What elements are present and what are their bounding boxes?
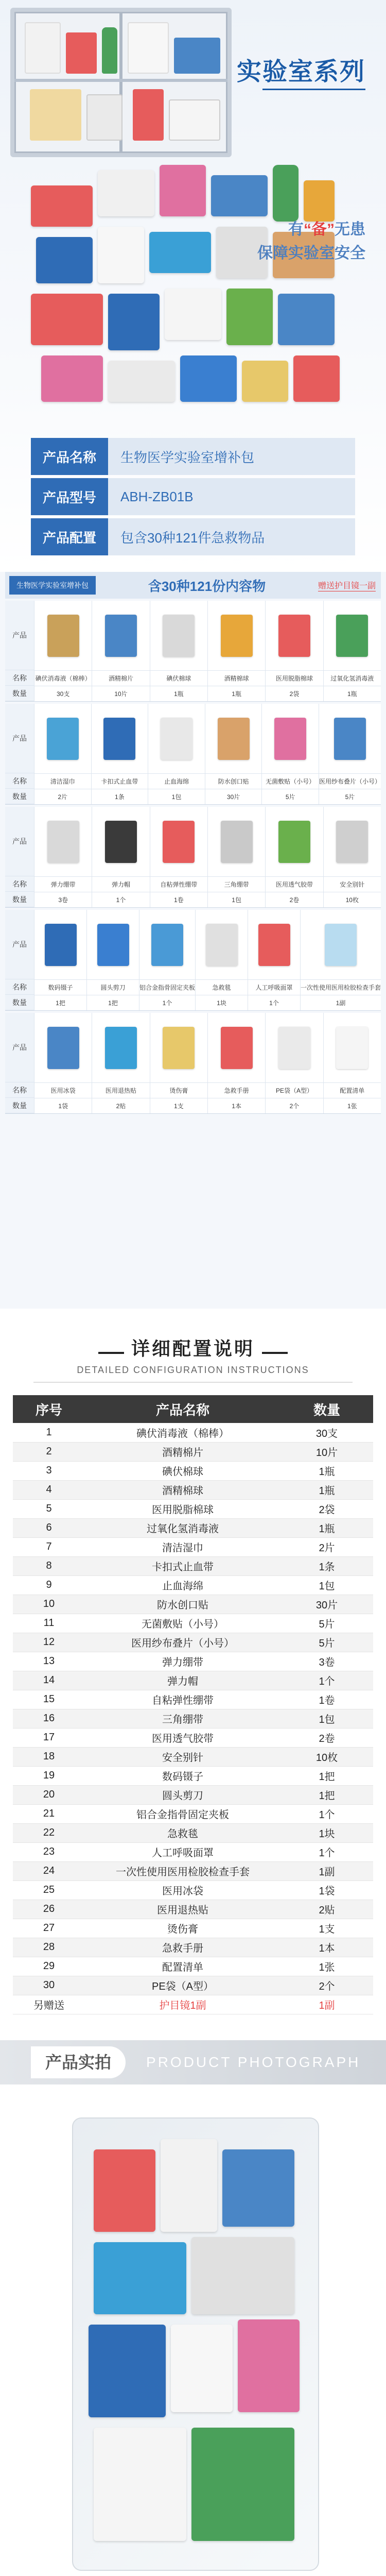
grid-row: [5, 704, 381, 805]
row-label: 产品: [5, 910, 34, 979]
product-qty: 10枚: [324, 892, 381, 907]
product-cell: [148, 704, 205, 804]
product-thumbnail: [278, 821, 310, 863]
row-product: 清洁湿巾: [85, 1537, 280, 1556]
row-label: 产品: [5, 601, 34, 670]
row-index: 9: [13, 1575, 85, 1595]
table-row: [13, 1900, 373, 1919]
row-index: 6: [13, 1518, 85, 1537]
product-qty: 1块: [196, 995, 248, 1010]
product-name: 烫伤膏: [150, 1082, 207, 1098]
row-product: 医用脱脂棉球: [85, 1499, 280, 1518]
contents-header: [5, 572, 381, 599]
product-name: 酒精棉球: [208, 670, 265, 686]
table-row: [13, 1785, 373, 1804]
row-product: 止血海绵: [85, 1575, 280, 1595]
product-name: 数码镊子: [34, 979, 86, 995]
product-name: 急救毯: [196, 979, 248, 995]
product-name: 弹力帽: [92, 876, 149, 892]
product-thumbnail: [325, 924, 357, 966]
product-name: 医用透气胶带: [266, 876, 323, 892]
row-product: 一次性使用医用检胶检查手套: [85, 1861, 280, 1880]
product-cell: [34, 601, 92, 701]
medicine-cabinet-image: [10, 8, 232, 157]
product-qty: 1张: [324, 1098, 381, 1113]
grid-row: [5, 910, 381, 1011]
contents-summary: 含30种121份内容物: [148, 578, 266, 594]
row-index: 12: [13, 1633, 85, 1652]
product-qty: 1袋: [34, 1098, 92, 1113]
row-labels: [5, 1013, 34, 1113]
product-thumbnail: [163, 1027, 195, 1069]
product-thumbnail: [105, 821, 137, 863]
table-row: [13, 1614, 373, 1633]
table-row: [13, 1633, 373, 1652]
product-qty: 1个: [248, 995, 300, 1010]
product-name: 防水创口贴: [205, 773, 262, 789]
product-cell: [265, 601, 323, 701]
row-product: 安全别针: [85, 1747, 280, 1766]
row-label: 名称: [5, 773, 34, 789]
product-thumbnail: [45, 924, 77, 966]
product-cell: [86, 910, 139, 1010]
row-index: 18: [13, 1747, 85, 1766]
row-product: 自粘弹性绷带: [85, 1690, 280, 1709]
hero-section: [0, 0, 386, 572]
row-qty: 30片: [280, 1595, 373, 1614]
row-qty: 1瓶: [280, 1480, 373, 1499]
table-row: [13, 1423, 373, 1442]
row-index: 28: [13, 1938, 85, 1957]
table-row: [13, 1880, 373, 1900]
product-thumbnail: [161, 718, 192, 760]
product-qty: 1支: [150, 1098, 207, 1113]
row-qty: 1支: [280, 1919, 373, 1938]
product-name: 无菌敷贴（小号）: [262, 773, 319, 789]
contents-grid-section: [0, 572, 386, 1309]
row-product: 医用冰袋: [85, 1880, 280, 1900]
hero-title: 实验室系列: [236, 58, 365, 86]
product-cell: [91, 704, 148, 804]
product-cell: [265, 807, 323, 907]
product-name: 圆头剪刀: [87, 979, 139, 995]
product-cell: [92, 1013, 149, 1113]
product-name: PE袋（A型）: [266, 1082, 323, 1098]
product-thumbnail: [221, 615, 253, 657]
table-row: [13, 1747, 373, 1766]
product-bag-photo: [72, 2117, 319, 2571]
table-row: [13, 1842, 373, 1861]
kit-name-tag: 生物医学实验室增补包: [9, 576, 96, 595]
product-name: 弹力绷带: [34, 876, 92, 892]
product-qty: 1把: [87, 995, 139, 1010]
row-index: 15: [13, 1690, 85, 1709]
row-qty: 1包: [280, 1709, 373, 1728]
table-row: [13, 1957, 373, 1976]
row-index: 27: [13, 1919, 85, 1938]
product-cell: [207, 1013, 265, 1113]
col-header-name: 产品名称: [85, 1395, 280, 1423]
row-labels: [5, 807, 34, 907]
row-index: 30: [13, 1976, 85, 1995]
product-thumbnail: [258, 924, 290, 966]
product-qty: 10片: [92, 686, 149, 701]
row-index: 20: [13, 1785, 85, 1804]
product-thumbnail: [47, 615, 79, 657]
product-cell: [150, 1013, 207, 1113]
row-qty: 10片: [280, 1442, 373, 1461]
product-qty: 30支: [34, 686, 92, 701]
row-product: 医用透气胶带: [85, 1728, 280, 1747]
product-thumbnail: [274, 718, 306, 760]
row-product: 急救毯: [85, 1823, 280, 1842]
photo-subtitle: PRODUCT PHOTOGRAPH: [146, 2054, 361, 2070]
row-labels: [5, 704, 34, 804]
product-thumbnail: [278, 1027, 310, 1069]
table-row-gift: [13, 1995, 373, 2014]
product-thumbnail: [47, 1027, 79, 1069]
row-product: 防水创口贴: [85, 1595, 280, 1614]
product-name: 过氧化氢消毒液: [324, 670, 381, 686]
row-qty: 1把: [280, 1785, 373, 1804]
product-thumbnail: [105, 615, 137, 657]
photo-header: [0, 2040, 386, 2084]
row-index: 22: [13, 1823, 85, 1842]
product-thumbnail: [163, 615, 195, 657]
product-qty: 1把: [34, 995, 86, 1010]
table-row: [13, 1442, 373, 1461]
product-cell: [34, 807, 92, 907]
row-labels: [5, 601, 34, 701]
gift-note: 赠送护目镜一副: [318, 579, 376, 591]
row-product: 烫伤膏: [85, 1919, 280, 1938]
product-name: 急救手册: [208, 1082, 265, 1098]
row-index: 24: [13, 1861, 85, 1880]
product-qty: 1瓶: [208, 686, 265, 701]
row-qty: 1袋: [280, 1880, 373, 1900]
row-product: 弹力绷带: [85, 1652, 280, 1671]
row-index: 23: [13, 1842, 85, 1861]
row-label: 产品: [5, 807, 34, 876]
product-name: 医用纱布叠片（小号）: [319, 773, 381, 789]
row-qty: 1包: [280, 1575, 373, 1595]
table-row: [13, 1652, 373, 1671]
product-name: 自粘弹性绷带: [150, 876, 207, 892]
product-qty: 2个: [266, 1098, 323, 1113]
product-name: 酒精棉片: [92, 670, 149, 686]
product-qty: 1副: [301, 995, 381, 1010]
product-qty: 5片: [319, 789, 381, 804]
row-product: 数码镊子: [85, 1766, 280, 1785]
product-thumbnail: [105, 1027, 137, 1069]
row-qty: 1瓶: [280, 1518, 373, 1537]
row-qty: 5片: [280, 1633, 373, 1652]
table-row: [13, 1480, 373, 1499]
config-table: [13, 1395, 373, 2014]
row-product: 过氧化氢消毒液: [85, 1518, 280, 1537]
row-index: 3: [13, 1461, 85, 1480]
product-name: 卡扣式止血带: [92, 773, 148, 789]
product-name: 人工呼吸面罩: [248, 979, 300, 995]
table-row: [13, 1537, 373, 1556]
row-qty: 1副: [280, 1861, 373, 1880]
product-cell: [34, 1013, 92, 1113]
product-cell: [34, 910, 86, 1010]
hero-title-underline: [262, 89, 365, 90]
product-name: 医用脱脂棉球: [266, 670, 323, 686]
product-cell: [34, 704, 91, 804]
row-label: 产品: [5, 1013, 34, 1082]
row-qty: 1条: [280, 1556, 373, 1575]
product-cell: [92, 601, 149, 701]
row-product: 铝合金指骨固定夹板: [85, 1804, 280, 1823]
row-label: 名称: [5, 876, 34, 892]
table-row: [13, 1728, 373, 1747]
product-thumbnail: [163, 821, 195, 863]
product-qty: 2卷: [266, 892, 323, 907]
config-subtitle: DETAILED CONFIGURATION INSTRUCTIONS: [77, 1365, 309, 1375]
row-label: 数量: [5, 686, 34, 701]
product-name: 碘伏棉球: [150, 670, 207, 686]
grid-row: [5, 601, 381, 702]
table-row: [13, 1919, 373, 1938]
product-thumbnail: [221, 1027, 253, 1069]
product-name: 安全别针: [324, 876, 381, 892]
row-qty: 1个: [280, 1804, 373, 1823]
product-name: 一次性使用医用检胶检查手套: [301, 979, 381, 995]
product-qty: 1包: [208, 892, 265, 907]
row-qty: 1瓶: [280, 1461, 373, 1480]
product-cell: [261, 704, 319, 804]
row-label: 名称: [5, 979, 34, 995]
product-qty: 2贴: [92, 1098, 149, 1113]
product-qty: 1卷: [150, 892, 207, 907]
row-qty: 3卷: [280, 1652, 373, 1671]
photo-section: [0, 2040, 386, 2576]
row-label: 名称: [5, 1082, 34, 1098]
product-qty: 1条: [92, 789, 148, 804]
row-index: 19: [13, 1766, 85, 1785]
product-thumbnail: [334, 718, 366, 760]
product-thumbnail: [103, 718, 135, 760]
row-index: 4: [13, 1480, 85, 1499]
row-index: 17: [13, 1728, 85, 1747]
gift-label: 另赠送: [13, 1995, 85, 2014]
row-qty: 10枚: [280, 1747, 373, 1766]
product-qty: 1个: [92, 892, 149, 907]
product-cell: [195, 910, 248, 1010]
row-qty: 2片: [280, 1537, 373, 1556]
row-label: 名称: [5, 670, 34, 686]
product-thumbnail: [336, 821, 368, 863]
contents-grid: [5, 601, 381, 1114]
product-thumbnail: [151, 924, 183, 966]
product-name: 铝合金指骨固定夹板: [139, 979, 195, 995]
product-thumbnail: [336, 1027, 368, 1069]
config-title-block: [0, 1334, 386, 1383]
row-product: 酒精棉球: [85, 1480, 280, 1499]
row-qty: 1把: [280, 1766, 373, 1785]
table-row: [13, 1556, 373, 1575]
product-cell: [207, 807, 265, 907]
row-product: 人工呼吸面罩: [85, 1842, 280, 1861]
row-qty: 5片: [280, 1614, 373, 1633]
product-cell: [207, 601, 265, 701]
table-row: [13, 1690, 373, 1709]
table-row: [13, 1804, 373, 1823]
grid-row: [5, 1013, 381, 1114]
product-cell: [205, 704, 262, 804]
product-thumbnail: [47, 718, 79, 760]
row-labels: [5, 910, 34, 1010]
row-product: 无菌敷贴（小号）: [85, 1614, 280, 1633]
row-index: 7: [13, 1537, 85, 1556]
row-qty: 1个: [280, 1842, 373, 1861]
table-row: [13, 1976, 373, 1995]
row-qty: 1块: [280, 1823, 373, 1842]
product-name: 三角绷带: [208, 876, 265, 892]
row-product: PE袋（A型）: [85, 1976, 280, 1995]
product-cell: [300, 910, 381, 1010]
row-product: 圆头剪刀: [85, 1785, 280, 1804]
row-index: 25: [13, 1880, 85, 1900]
product-qty: 2片: [34, 789, 91, 804]
table-row: [13, 1823, 373, 1842]
kit-contents-spread-image: [31, 165, 350, 412]
table-row: [13, 1595, 373, 1614]
row-index: 10: [13, 1595, 85, 1614]
product-cell: [323, 601, 381, 701]
table-row: [13, 1861, 373, 1880]
product-cell: [248, 910, 300, 1010]
product-cell: [92, 807, 149, 907]
row-index: 16: [13, 1709, 85, 1728]
product-cell: [150, 807, 207, 907]
row-product: 卡扣式止血带: [85, 1556, 280, 1575]
product-qty: 1瓶: [324, 686, 381, 701]
product-qty: 1本: [208, 1098, 265, 1113]
row-product: 配置清单: [85, 1957, 280, 1976]
row-index: 8: [13, 1556, 85, 1575]
product-qty: 30片: [205, 789, 262, 804]
product-thumbnail: [97, 924, 129, 966]
row-qty: 2个: [280, 1976, 373, 1995]
photo-title: 产品实拍: [31, 2046, 126, 2078]
product-thumbnail: [221, 821, 253, 863]
row-qty: 1卷: [280, 1690, 373, 1709]
product-qty: 1包: [148, 789, 205, 804]
table-row: [13, 1938, 373, 1957]
product-cell: [139, 910, 195, 1010]
product-name: 清洁湿巾: [34, 773, 91, 789]
info-row-config: 产品配置 包含30种121件急救物品: [31, 518, 355, 555]
table-row: [13, 1461, 373, 1480]
product-thumbnail: [336, 615, 368, 657]
row-label: 产品: [5, 704, 34, 773]
config-section: [0, 1309, 386, 2014]
product-name: 碘伏消毒液（棉棒）: [34, 670, 92, 686]
row-product: 弹力帽: [85, 1671, 280, 1690]
product-name: 医用冰袋: [34, 1082, 92, 1098]
gift-qty: 1副: [280, 1995, 373, 2014]
product-thumbnail: [218, 718, 250, 760]
table-row: [13, 1499, 373, 1518]
table-row: [13, 1766, 373, 1785]
row-label: 数量: [5, 995, 34, 1010]
row-index: 14: [13, 1671, 85, 1690]
product-name: 配置清单: [324, 1082, 381, 1098]
product-qty: 3卷: [34, 892, 92, 907]
row-qty: 2贴: [280, 1900, 373, 1919]
product-cell: [150, 601, 207, 701]
product-info-table: [31, 438, 355, 558]
row-label: 数量: [5, 892, 34, 907]
product-name: 止血海绵: [148, 773, 205, 789]
row-qty: 1张: [280, 1957, 373, 1976]
row-product: 酒精棉片: [85, 1442, 280, 1461]
product-cell: [265, 1013, 323, 1113]
row-qty: 30支: [280, 1423, 373, 1442]
row-product: 医用纱布叠片（小号）: [85, 1633, 280, 1652]
table-row: [13, 1709, 373, 1728]
product-qty: 5片: [262, 789, 319, 804]
row-index: 13: [13, 1652, 85, 1671]
row-product: 碘伏消毒液（棉棒）: [85, 1423, 280, 1442]
grid-row: [5, 807, 381, 908]
config-title: 详细配置说明: [131, 1338, 255, 1359]
row-label: 数量: [5, 789, 34, 804]
row-index: 29: [13, 1957, 85, 1976]
product-cell: [323, 1013, 381, 1113]
row-product: 碘伏棉球: [85, 1461, 280, 1480]
table-row: [13, 1671, 373, 1690]
row-label: 数量: [5, 1098, 34, 1113]
hero-slogan-1: 有“备”无患: [288, 221, 365, 238]
row-qty: 1本: [280, 1938, 373, 1957]
product-name: 医用退热贴: [92, 1082, 149, 1098]
row-product: 三角绷带: [85, 1709, 280, 1728]
product-qty: 1个: [139, 995, 195, 1010]
hero-slogan-2: 保障实验室安全: [257, 245, 365, 262]
product-thumbnail: [278, 615, 310, 657]
table-row: [13, 1518, 373, 1537]
product-qty: 2袋: [266, 686, 323, 701]
product-thumbnail: [47, 821, 79, 863]
table-row: [13, 1575, 373, 1595]
col-header-index: 序号: [13, 1395, 85, 1423]
product-thumbnail: [206, 924, 238, 966]
info-row-model: 产品型号 ABH-ZB01B: [31, 478, 355, 515]
info-row-name: 产品名称 生物医学实验室增补包: [31, 438, 355, 475]
row-product: 医用退热贴: [85, 1900, 280, 1919]
col-header-qty: 数量: [280, 1395, 373, 1423]
row-product: 急救手册: [85, 1938, 280, 1957]
row-index: 26: [13, 1900, 85, 1919]
product-qty: 1瓶: [150, 686, 207, 701]
product-cell: [323, 807, 381, 907]
row-index: 1: [13, 1423, 85, 1442]
product-cell: [319, 704, 381, 804]
gift-item: 护目镜1副: [85, 1995, 280, 2014]
row-index: 5: [13, 1499, 85, 1518]
row-qty: 2卷: [280, 1728, 373, 1747]
row-qty: 1个: [280, 1671, 373, 1690]
row-index: 2: [13, 1442, 85, 1461]
row-index: 11: [13, 1614, 85, 1633]
row-qty: 2袋: [280, 1499, 373, 1518]
row-index: 21: [13, 1804, 85, 1823]
